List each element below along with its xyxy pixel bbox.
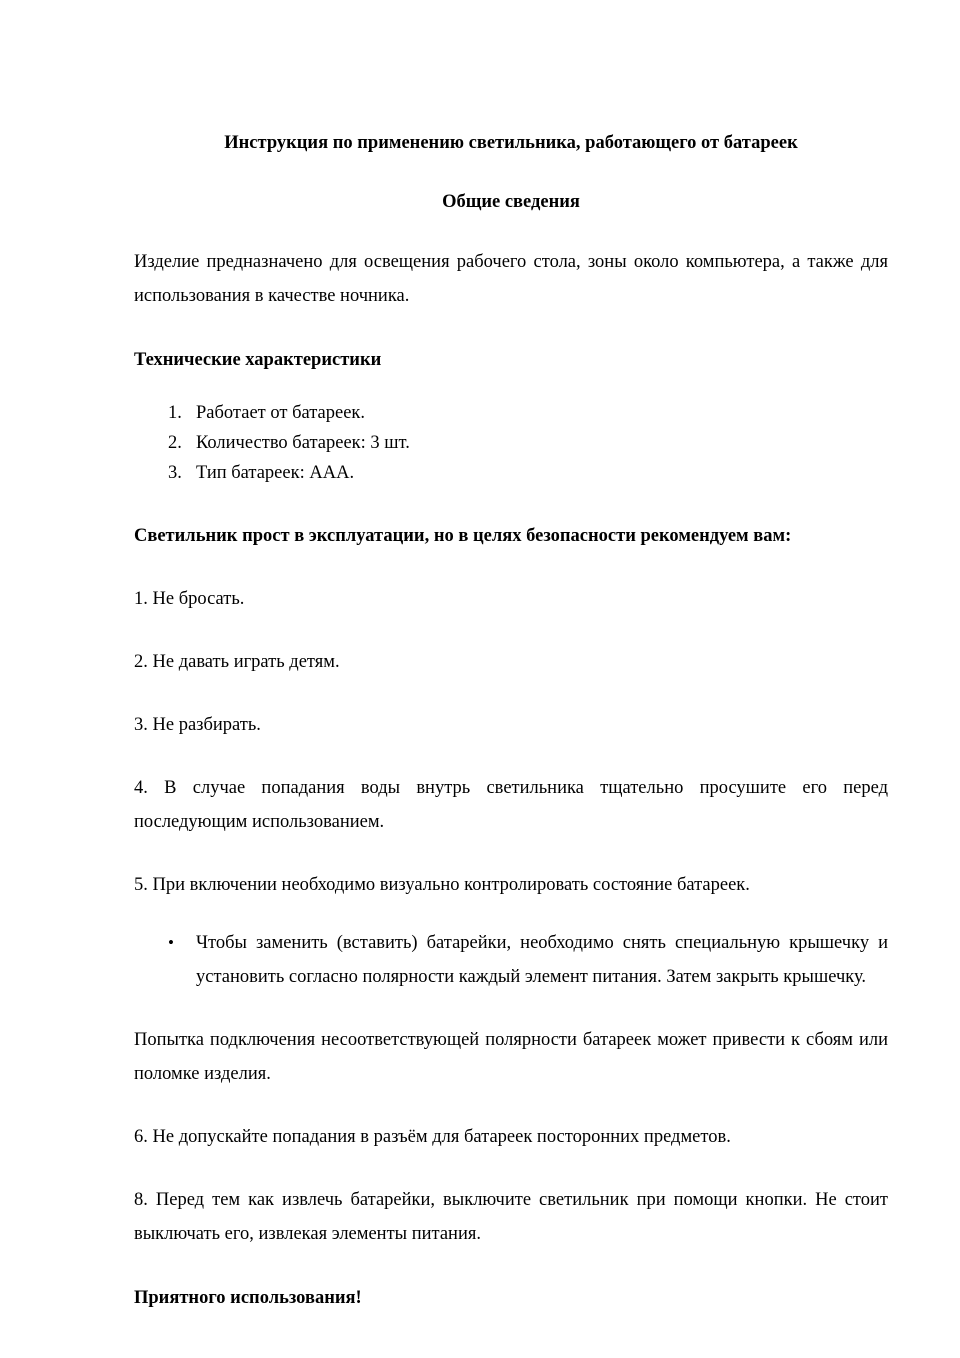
safety-item-4: 4. В случае попадания воды внутрь светильника тщательно просушите его перед последующим использованием. — [134, 778, 888, 832]
list-item-text: Тип батареек: ААА. — [196, 463, 355, 483]
section-heading-general-info: Общие сведения — [442, 192, 580, 212]
list-item-text: Чтобы заменить (вставить) батарейки, необходимо снять специальную крышечку и установить согласно полярности каждый элемент питания. Затем закрыть крышечку. — [196, 933, 888, 987]
safety-item-3: 3. Не разбирать. — [134, 715, 261, 735]
list-item-text: Количество батареек: 3 шт. — [196, 433, 410, 453]
list-item — [134, 926, 888, 994]
safety-item-2: 2. Не давать играть детям. — [134, 652, 340, 672]
specifications-list — [134, 377, 888, 488]
section-heading-safety: Светильник прост в эксплуатации, но в целях безопасности рекомендуем вам: — [134, 526, 792, 546]
battery-replacement-list — [134, 902, 888, 994]
bullet-icon: • — [168, 933, 174, 952]
polarity-warning-paragraph: Попытка подключения несоответствующей полярности батареек может привести к сбоям или поломке изделия. — [134, 1030, 888, 1084]
list-item — [134, 398, 888, 428]
safety-item-8: 8. Перед тем как извлечь батарейки, выключите светильник при помощи кнопки. Не стоит выключать его, извлекая элементы питания. — [134, 1190, 888, 1244]
section-heading-specifications: Технические характеристики — [134, 350, 382, 370]
safety-item-1: 1. Не бросать. — [134, 589, 245, 609]
safety-item-6: 6. Не допускайте попадания в разъём для батареек посторонних предметов. — [134, 1127, 731, 1147]
intro-paragraph: Изделие предназначено для освещения рабочего стола, зоны около компьютера, а также для использования в качестве ночника. — [134, 252, 888, 306]
document-content — [134, 0, 888, 1315]
safety-item-5: 5. При включении необходимо визуально контролировать состояние батареек. — [134, 875, 750, 895]
page-title: Инструкция по применению светильника, работающего от батареек — [224, 133, 798, 153]
list-item — [134, 458, 888, 488]
list-marker: 1. — [168, 403, 182, 423]
list-marker: 2. — [168, 433, 182, 453]
list-item — [134, 428, 888, 458]
list-item-text: Работает от батареек. — [196, 403, 366, 423]
closing-statement: Приятного использования! — [134, 1288, 362, 1308]
list-marker: 3. — [168, 463, 182, 483]
